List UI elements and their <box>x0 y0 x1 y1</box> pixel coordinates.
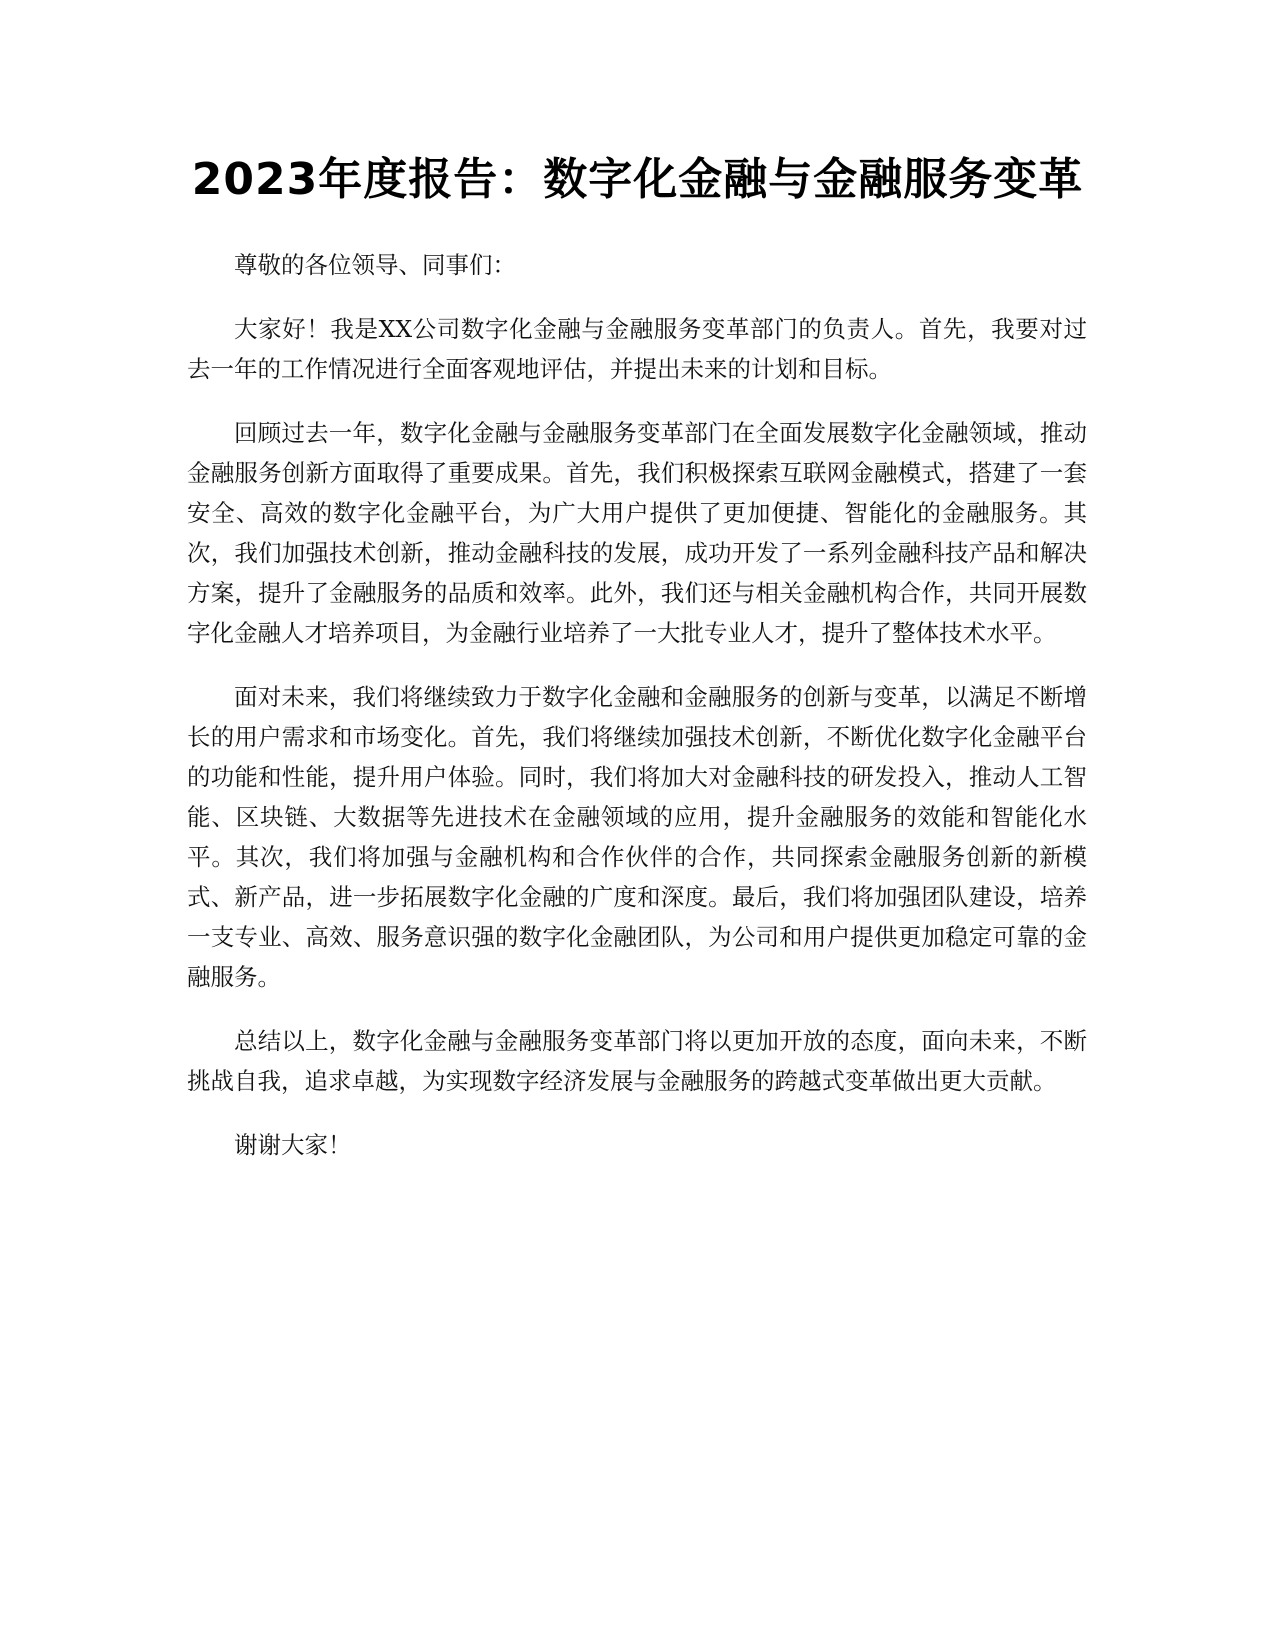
closing-remark: 谢谢大家！ <box>234 1131 352 1159</box>
document-body <box>187 245 1087 1189</box>
document-title: 2023年度报告：数字化金融与金融服务变革 <box>191 154 1084 205</box>
paragraph-review: 回顾过去一年，数字化金融与金融服务变革部门在全面发展数字化金融领域，推动金融服务创新方面取得了重要成果。首先，我们积极探索互联网金融模式，搭建了一套安全、高效的数字化金融平台，为广大用户提供了更加便捷、智能化的金融服务。其次，我们加强技术创新，推动金融科技的发展，成功开发了一系列金融科技产品和解决方案，提升了金融服务的品质和效率。此外，我们还与相关金融机构合作，共同开展数字化金融人才培养项目，为金融行业培养了一大批专业人才，提升了整体技术水平。 <box>187 419 1087 647</box>
paragraph-intro: 大家好！我是XX公司数字化金融与金融服务变革部门的负责人。首先，我要对过去一年的工作情况进行全面客观地评估，并提出未来的计划和目标。 <box>187 315 1087 383</box>
paragraph-future: 面对未来，我们将继续致力于数字化金融和金融服务的创新与变革，以满足不断增长的用户需求和市场变化。首先，我们将继续加强技术创新，不断优化数字化金融平台的功能和性能，提升用户体验。同时，我们将加大对金融科技的研发投入，推动人工智能、区块链、大数据等先进技术在金融领域的应用，提升金融服务的效能和智能化水平。其次，我们将加强与金融机构和合作伙伴的合作，共同探索金融服务创新的新模式、新产品，进一步拓展数字化金融的广度和深度。最后，我们将加强团队建设，培养一支专业、高效、服务意识强的数字化金融团队，为公司和用户提供更加稳定可靠的金融服务。 <box>187 683 1087 991</box>
salutation: 尊敬的各位领导、同事们： <box>234 251 516 279</box>
paragraph-summary: 总结以上，数字化金融与金融服务变革部门将以更加开放的态度，面向未来，不断挑战自我，追求卓越，为实现数字经济发展与金融服务的跨越式变革做出更大贡献。 <box>187 1027 1087 1095</box>
